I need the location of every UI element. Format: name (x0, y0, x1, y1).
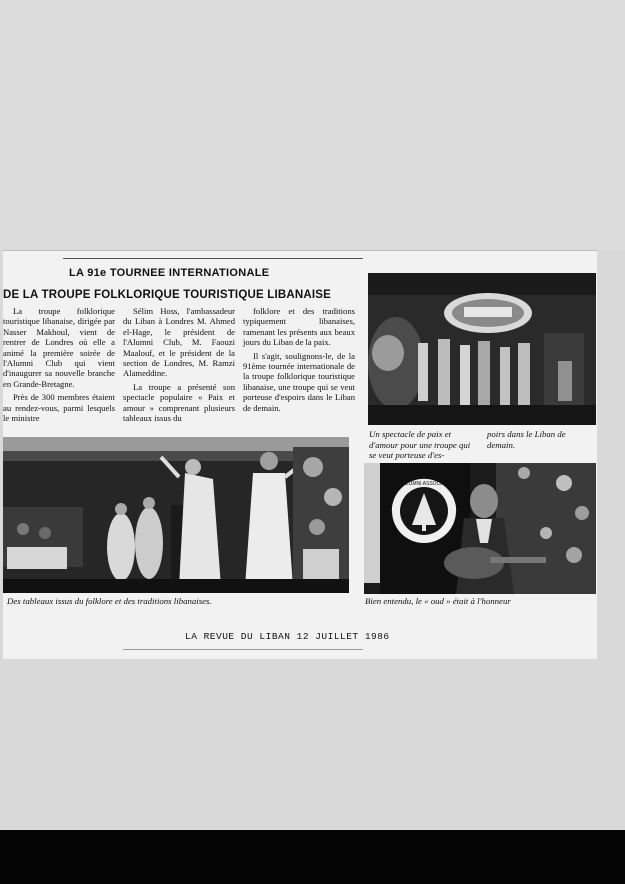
newspaper-clipping (3, 250, 597, 659)
column-3-paragraph-2: Il s'agit, soulignons-le, de la 91ème tournée internationale de la troupe folklorique touristique libanaise, une troupe qui se veut porteuse d'espoirs dans le Liban de demain. (243, 350, 355, 413)
column-2-paragraph-2: La troupe a présenté son spectacle populaire « Paix et amour » comprenant plusieurs tableaux issus du (123, 381, 235, 424)
headline-line-2: DE LA TROUPE FOLKLORIQUE TOURISTIQUE LIBANAISE (3, 289, 332, 301)
caption-stage-part-2: poirs dans le Liban de demain. (487, 429, 566, 450)
scan-background-top (0, 0, 625, 250)
alumni-association-banner: THE ALUMNI ASSOCIATION (391, 481, 457, 487)
photo-dancers-stage (368, 273, 596, 425)
caption-stage-part-1: Un spectacle de paix et d'amour pour une troupe qui se veut porteuse d'es- (369, 429, 471, 460)
article-column-2 (123, 306, 235, 423)
caption-oud: Bien entendu, le « oud » était à l'honneur (365, 596, 511, 606)
headline-rule (63, 258, 363, 259)
article-column-3 (243, 306, 355, 413)
photo-oud-player (364, 463, 596, 594)
photo-folk-dancers (3, 437, 349, 593)
column-1-paragraph-1: La troupe folklorique touristique libanaise, dirigée par Nasser Makhoul, vient de rentrer de Londres où elle a animé la première soirée de l'Alumni Club qui vient d'inaugurer sa nouvelle branche en Grande-Bretagne. (3, 306, 115, 389)
column-3-paragraph-1: folklore et des traditions typiquement libanaises, ramenant les présents aux beaux jours du Liban de la paix. (243, 306, 355, 348)
article-column-1 (3, 306, 115, 423)
headline-line-1: LA 91e TOURNEE INTERNATIONALE (69, 267, 270, 279)
caption-folk-dancers: Des tableaux issus du folklore et des traditions libanaises. (7, 596, 212, 606)
scan-edge-dark-band (0, 830, 625, 884)
column-2-paragraph-1: Sélim Hoss, l'ambassadeur du Liban à Londres M. Ahmed el-Hage, le président de l'Alumni Club, M. Faouzi Maalouf, et le président de la section de Londres, M. Ramzi Alameddine. (123, 306, 235, 379)
column-1-paragraph-2: Près de 300 membres étaient au rendez-vous, parmi lesquels le ministre (3, 392, 115, 424)
publication-source: LA REVUE DU LIBAN 12 JUILLET 1986 (185, 631, 390, 642)
footer-rule (123, 649, 363, 650)
